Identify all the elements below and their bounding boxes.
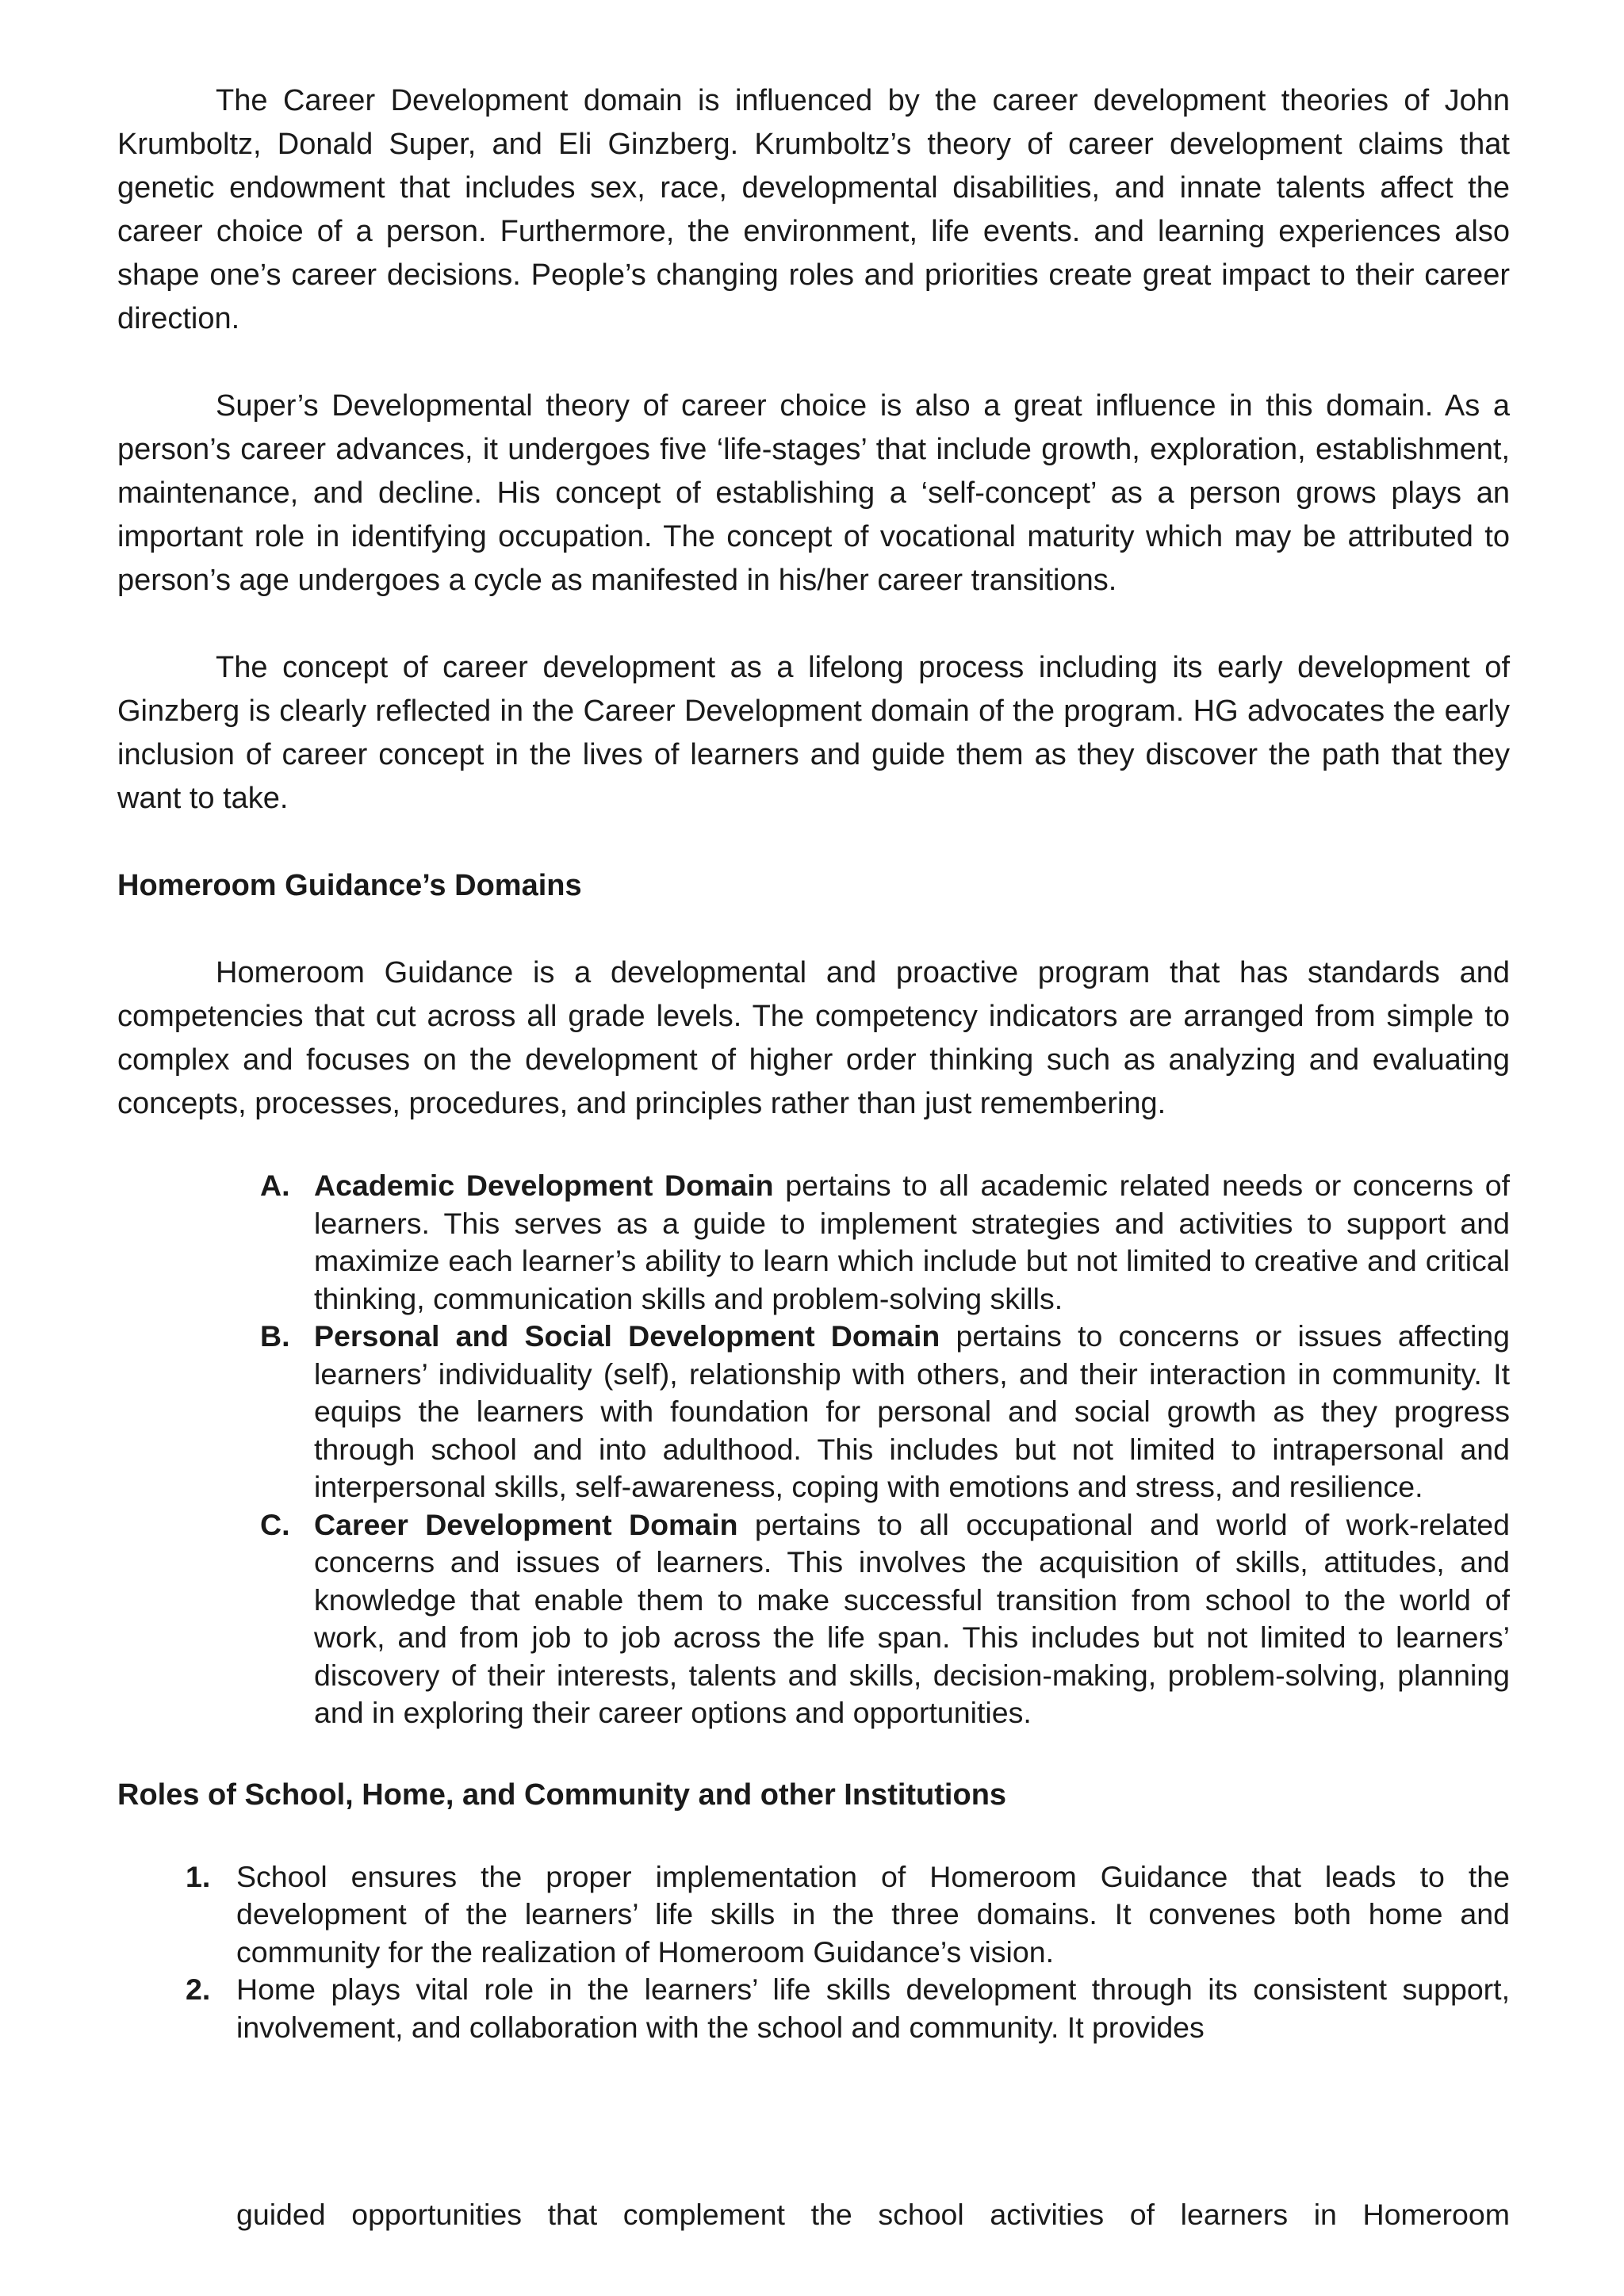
domain-term: Academic Development Domain [314,1169,774,1202]
heading-domains: Homeroom Guidance’s Domains [117,869,582,902]
paragraph-gap [117,1817,1510,1858]
paragraph-gap [117,908,1510,951]
continued-text: guided opportunities that complement the school activities of learners in Homeroom [236,2198,1510,2231]
document-page [117,79,1510,2046]
domains-list [117,1167,1510,1732]
list-marker: B. [260,1319,290,1353]
domain-item-academic [117,1167,1510,1318]
paragraph-gap [117,821,1510,864]
paragraph-super-theory: Super’s Developmental theory of career choice is also a great influence in this domain. As a person’s career advances, it undergoes five ‘life-stages’ that include growth, exploration, establishment, maintenance, and decline. His concept of establishing a ‘self-concept’ as a person grows plays an important role in identifying occupation. The concept of vocational maturity which may be attributed to person’s age undergoes a cycle as manifested in his/her career transitions. [117,389,1510,597]
roles-list [117,1858,1510,2047]
heading-roles: Roles of School, Home, and Community and other Institutions [117,1777,1007,1812]
domain-item-personal-social [117,1318,1510,1506]
domain-description: pertains to all academic related needs or concerns of learners. This serves as a guide to implement strategies and activities to support and maximize each learner’s ability to learn which include but not limited to creative and critical thinking, communication skills and problem-solving skills. [314,1169,1510,1315]
paragraph-gap [117,603,1510,646]
paragraph-career-theories: The Career Development domain is influenced by the career development theories of John Krumboltz, Donald Super, and Eli Ginzberg. Krumboltz’s theory of career development claims that genetic endowment that includes sex, race, developmental disabilities, and innate talents affect the career choice of a person. Furthermore, the environment, life events. and learning experiences also shape one’s career decisions. People’s changing roles and priorities create great impact to their career direction. [117,84,1510,335]
domain-item-career [117,1506,1510,1732]
paragraph-domains-intro: Homeroom Guidance is a developmental and proactive program that has standards and competencies that cut across all grade levels. The competency indicators are arranged from simple to complex and focuses on the development of higher order thinking such as analyzing and evaluating concepts, processes, procedures, and principles rather than just remembering. [117,956,1510,1120]
domain-description: pertains to concerns or issues affecting learners’ individuality (self), relationship with others, and their interaction in community. It equips the learners with foundation for personal and social growth as they progress through school and into adulthood. This includes but not limited to intrapersonal and interpersonal skills, self-awareness, coping with emotions and stress, and resilience. [314,1319,1511,1503]
role-description: Home plays vital role in the learners’ life skills development through its consistent support, involvement, and collaboration with the school and community. It provides [236,1973,1510,2044]
domain-term: Career Development Domain [314,1507,738,1541]
role-item-home [117,1971,1510,2046]
domain-description: pertains to all occupational and world of work-related concerns and issues of learners. This involves the acquisition of skills, attitudes, and knowledge that enable them to make successful transition from school to the world of work, and from job to job across the life span. This includes but not limited to learners’ discovery of their interests, talents and skills, decision-making, problem-solving, planning and in exploring their career options and opportunities. [314,1507,1510,1729]
domain-term: Personal and Social Development Domain [314,1319,940,1353]
list-marker: 1. [186,1859,211,1893]
role-description: School ensures the proper implementation of Homeroom Guidance that leads to the development of the learners’ life skills in the three domains. It convenes both home and community for the realization of Homeroom Guidance’s vision. [236,1859,1510,1969]
list-marker: 2. [186,1973,211,2006]
role-item-school [117,1858,1510,1972]
list-marker: C. [260,1507,290,1541]
paragraph-gap [117,1732,1510,1774]
paragraph-ginzberg-theory: The concept of career development as a lifelong process including its early development of Ginzberg is clearly reflected in the Career Development domain of the program. HG advocates the early inclusion of career concept in the lives of learners and guide them as they discover the path that they want to take. [117,651,1510,815]
list-marker: A. [260,1169,290,1202]
paragraph-gap [117,1126,1510,1167]
paragraph-gap [117,341,1510,385]
